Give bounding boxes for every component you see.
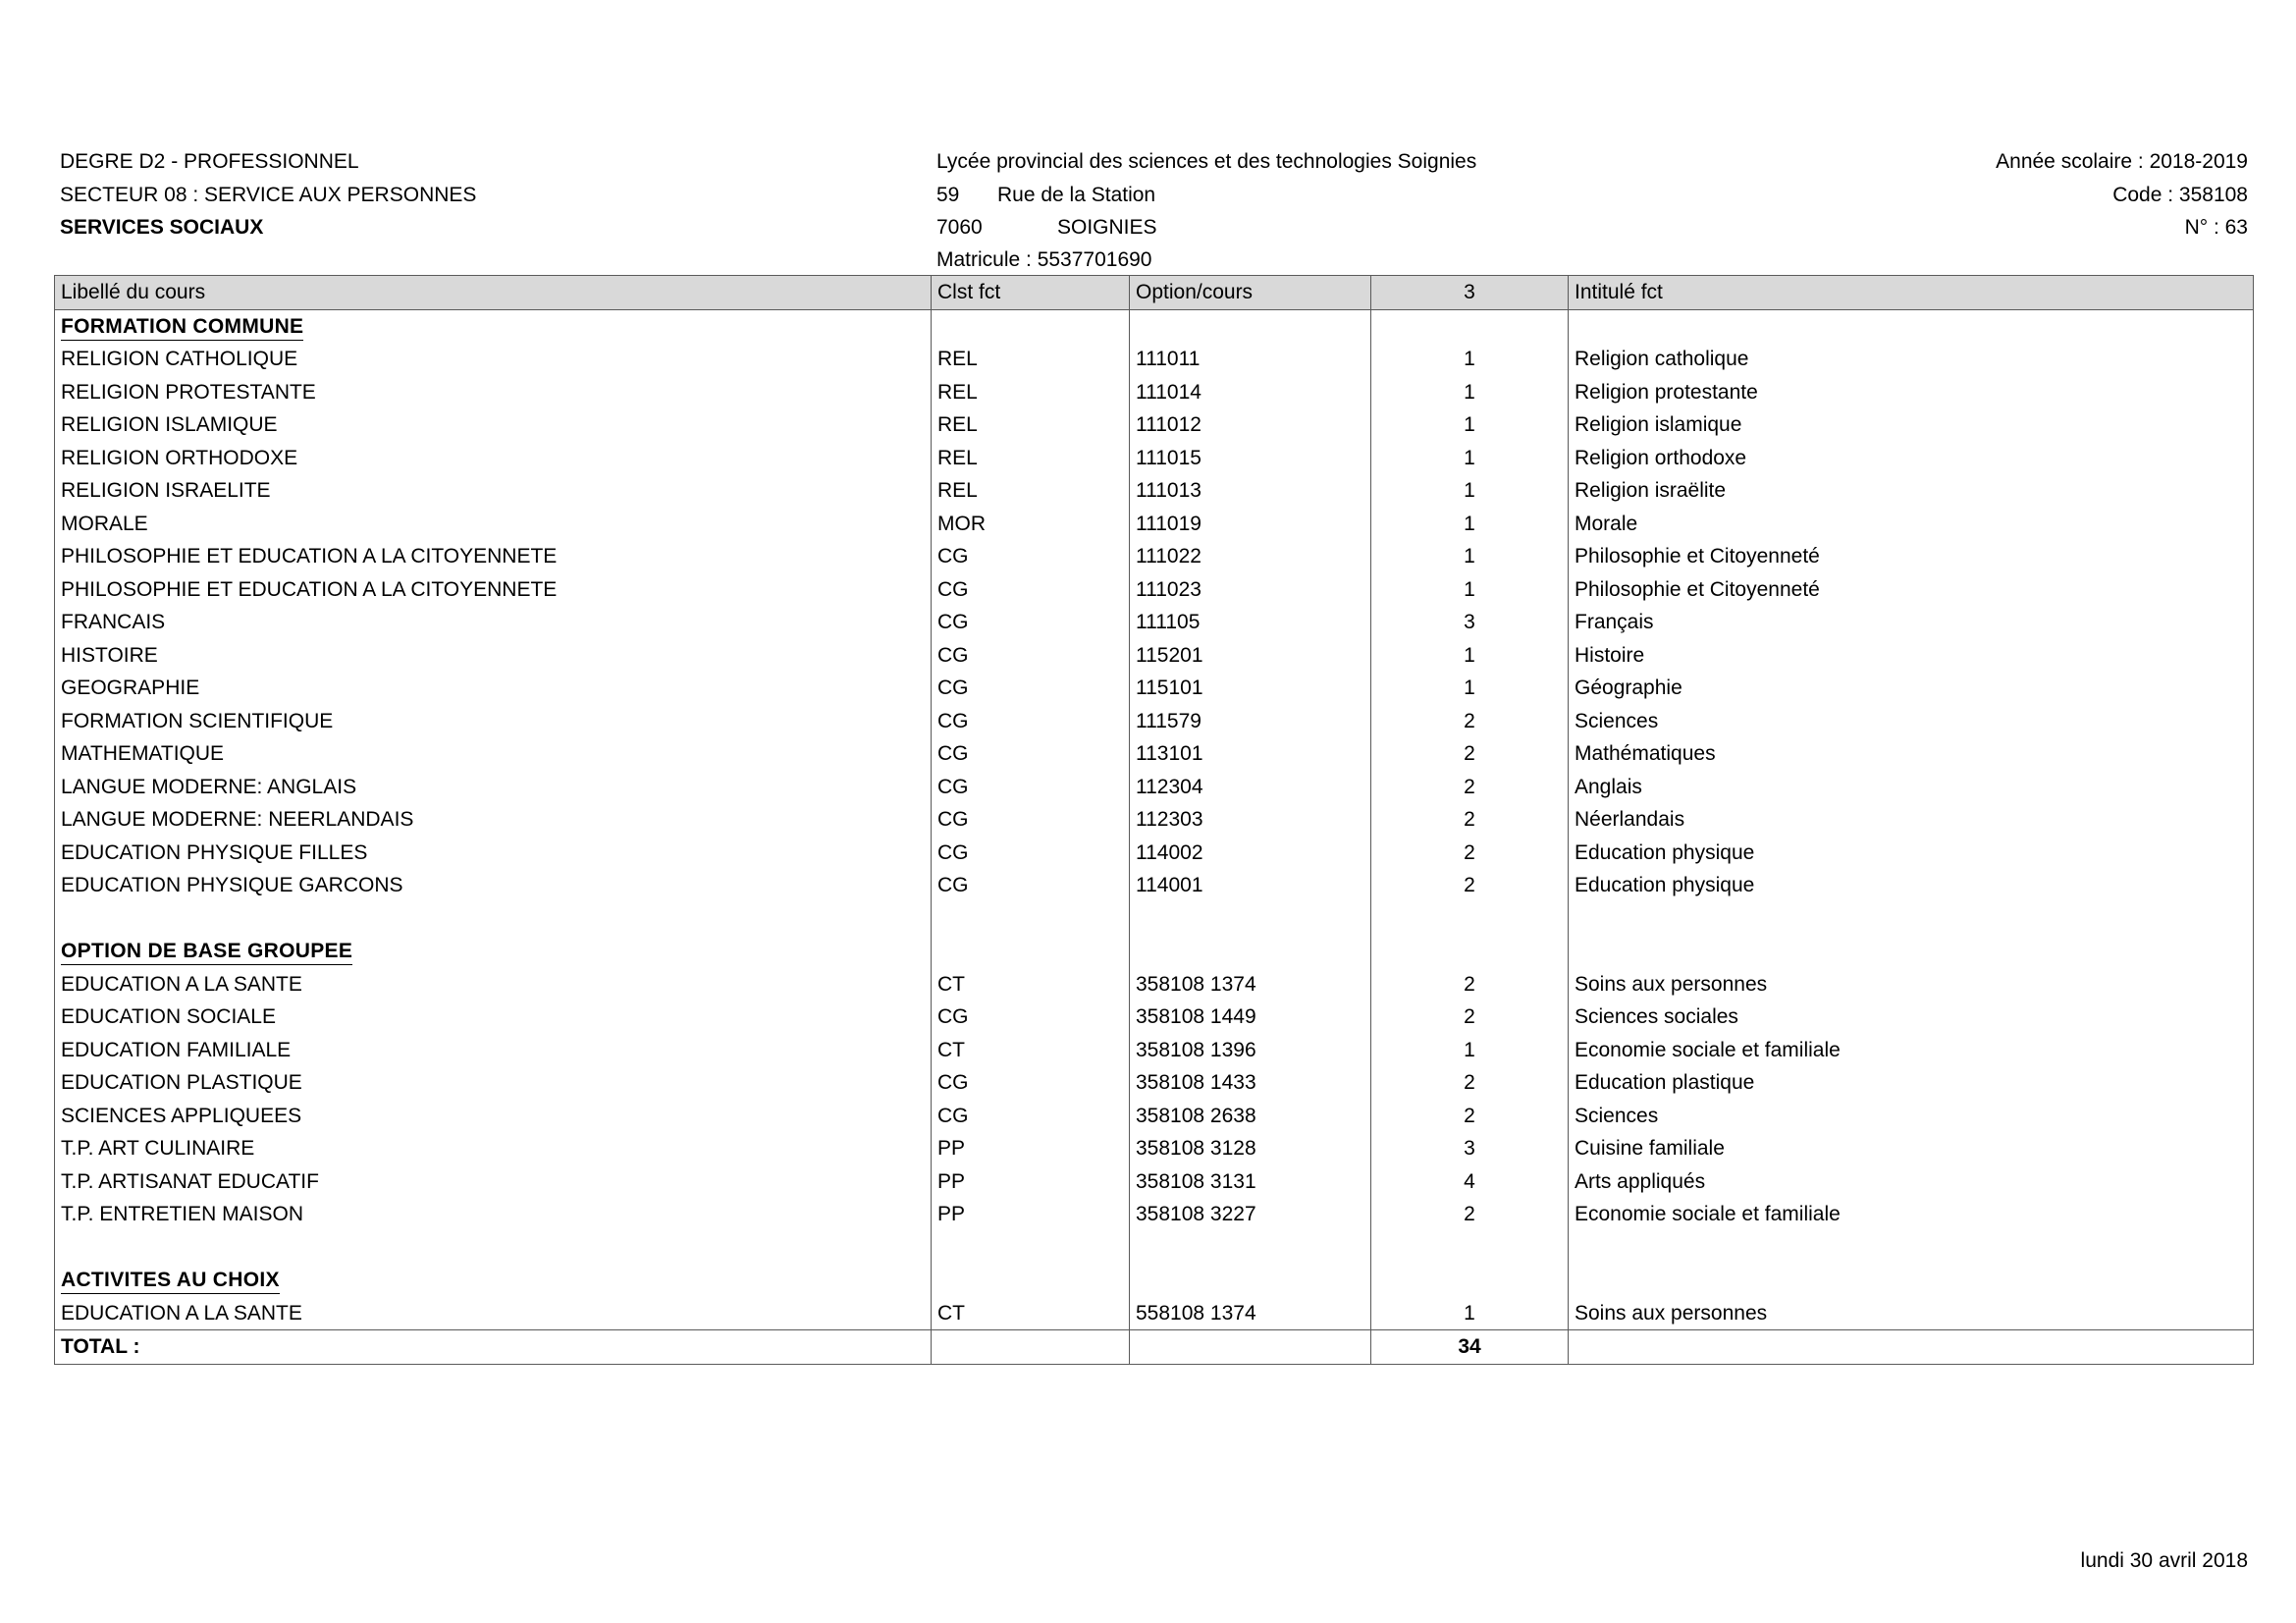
course-label-cell: T.P. ART CULINAIRE: [55, 1132, 932, 1165]
course-label-cell: T.P. ENTRETIEN MAISON: [55, 1198, 932, 1231]
empty-cell: [932, 935, 1130, 968]
function-title-cell: Religion israëlite: [1569, 474, 2254, 508]
classification-cell: CG: [932, 573, 1130, 607]
course-label-cell: EDUCATION SOCIALE: [55, 1001, 932, 1034]
table-row: [55, 968, 2254, 1001]
total-row: [55, 1330, 2254, 1365]
hours-cell: 1: [1371, 1297, 1569, 1330]
table-row: [55, 869, 2254, 902]
course-label-cell: T.P. ARTISANAT EDUCATIF: [55, 1165, 932, 1199]
option-course-cell: 111023: [1130, 573, 1371, 607]
table-row: [55, 803, 2254, 837]
function-title-cell: Religion protestante: [1569, 376, 2254, 409]
hours-cell: 1: [1371, 343, 1569, 376]
spacer-row: [55, 1231, 2254, 1265]
hours-cell: 2: [1371, 771, 1569, 804]
empty-cell: [1569, 902, 2254, 936]
option-course-cell: 358108 1433: [1130, 1066, 1371, 1100]
section-title-cell: [55, 935, 932, 968]
empty-cell: [932, 902, 1130, 936]
postal-code: 7060: [936, 216, 983, 239]
classification-cell: CG: [932, 705, 1130, 738]
classification-cell: CG: [932, 1066, 1130, 1100]
option-course-cell: 115201: [1130, 639, 1371, 673]
course-label-cell: LANGUE MODERNE: ANGLAIS: [55, 771, 932, 804]
classification-cell: REL: [932, 376, 1130, 409]
hours-cell: 1: [1371, 508, 1569, 541]
document-number: N° : 63: [2184, 216, 2248, 239]
table-row: [55, 1100, 2254, 1133]
function-title-cell: Education physique: [1569, 869, 2254, 902]
option-course-cell: 111013: [1130, 474, 1371, 508]
table-row: [55, 408, 2254, 442]
function-title-cell: Religion islamique: [1569, 408, 2254, 442]
classification-cell: CT: [932, 968, 1130, 1001]
table-row: [55, 705, 2254, 738]
section-title-row: [55, 935, 2254, 968]
table-header-row: [55, 276, 2254, 310]
course-label-cell: MATHEMATIQUE: [55, 737, 932, 771]
option-course-cell: 112303: [1130, 803, 1371, 837]
empty-cell: [1130, 902, 1371, 936]
course-label-cell: SCIENCES APPLIQUEES: [55, 1100, 932, 1133]
option-course-cell: 111015: [1130, 442, 1371, 475]
table-row: [55, 1066, 2254, 1100]
hours-cell: 2: [1371, 869, 1569, 902]
hours-cell: 2: [1371, 1066, 1569, 1100]
function-title-cell: Economie sociale et familiale: [1569, 1034, 2254, 1067]
table-row: [55, 540, 2254, 573]
empty-cell: [932, 1264, 1130, 1297]
classification-cell: CT: [932, 1297, 1130, 1330]
option-course-cell: 358108 2638: [1130, 1100, 1371, 1133]
option-course-cell: 111019: [1130, 508, 1371, 541]
hours-cell: 1: [1371, 1034, 1569, 1067]
function-title-cell: Religion catholique: [1569, 343, 2254, 376]
course-label-cell: EDUCATION PHYSIQUE GARCONS: [55, 869, 932, 902]
classification-cell: CG: [932, 771, 1130, 804]
street-name: Rue de la Station: [997, 184, 1156, 206]
classification-cell: REL: [932, 408, 1130, 442]
course-label-cell: RELIGION CATHOLIQUE: [55, 343, 932, 376]
hours-cell: 4: [1371, 1165, 1569, 1199]
empty-cell: [1371, 1264, 1569, 1297]
course-label-cell: MORALE: [55, 508, 932, 541]
total-value: 34: [1371, 1330, 1569, 1365]
function-title-cell: Néerlandais: [1569, 803, 2254, 837]
column-header-function-title: Intitulé fct: [1569, 276, 2254, 310]
option-course-cell: 358108 3227: [1130, 1198, 1371, 1231]
hours-cell: 1: [1371, 540, 1569, 573]
course-label-cell: EDUCATION PHYSIQUE FILLES: [55, 837, 932, 870]
classification-cell: CG: [932, 803, 1130, 837]
classification-cell: CG: [932, 1100, 1130, 1133]
function-title-cell: Soins aux personnes: [1569, 1297, 2254, 1330]
function-title-cell: Arts appliqués: [1569, 1165, 2254, 1199]
section-title-cell: [55, 1264, 932, 1297]
empty-cell: [1371, 902, 1569, 936]
hours-cell: 2: [1371, 837, 1569, 870]
total-label: TOTAL :: [55, 1330, 932, 1365]
degree-label: DEGRE D2 - PROFESSIONNEL: [60, 150, 359, 173]
classification-cell: CG: [932, 837, 1130, 870]
classification-cell: REL: [932, 442, 1130, 475]
function-title-cell: Sciences sociales: [1569, 1001, 2254, 1034]
spacer-row: [55, 902, 2254, 936]
course-label-cell: FORMATION SCIENTIFIQUE: [55, 705, 932, 738]
function-title-cell: Cuisine familiale: [1569, 1132, 2254, 1165]
hours-cell: 1: [1371, 573, 1569, 607]
hours-cell: 1: [1371, 442, 1569, 475]
matricule: Matricule : 5537701690: [936, 248, 1152, 271]
option-course-cell: 358108 3128: [1130, 1132, 1371, 1165]
course-label-cell: EDUCATION FAMILIALE: [55, 1034, 932, 1067]
empty-cell: [1130, 1264, 1371, 1297]
option-course-cell: 111011: [1130, 343, 1371, 376]
empty-cell: [1569, 935, 2254, 968]
empty-cell: [1569, 309, 2254, 343]
course-label-cell: PHILOSOPHIE ET EDUCATION A LA CITOYENNETE: [55, 573, 932, 607]
table-row: [55, 672, 2254, 705]
hours-cell: 2: [1371, 737, 1569, 771]
total-empty-cell: [1130, 1330, 1371, 1365]
function-title-cell: Morale: [1569, 508, 2254, 541]
function-title-cell: Histoire: [1569, 639, 2254, 673]
table-row: [55, 376, 2254, 409]
classification-cell: CG: [932, 737, 1130, 771]
function-title-cell: Anglais: [1569, 771, 2254, 804]
classification-cell: PP: [932, 1165, 1130, 1199]
total-empty-cell: [932, 1330, 1130, 1365]
classification-cell: CG: [932, 869, 1130, 902]
function-title-cell: Religion orthodoxe: [1569, 442, 2254, 475]
option-course-cell: 358108 1374: [1130, 968, 1371, 1001]
hours-cell: 2: [1371, 1198, 1569, 1231]
footer-date: lundi 30 avril 2018: [2080, 1549, 2248, 1572]
section-title: FORMATION COMMUNE: [61, 314, 303, 341]
sector-label: SECTEUR 08 : SERVICE AUX PERSONNES: [60, 184, 477, 206]
table-row: [55, 606, 2254, 639]
column-header-classification: Clst fct: [932, 276, 1130, 310]
course-label-cell: RELIGION PROTESTANTE: [55, 376, 932, 409]
empty-cell: [1130, 309, 1371, 343]
empty-cell: [932, 309, 1130, 343]
function-title-cell: Géographie: [1569, 672, 2254, 705]
column-header-course-label: Libellé du cours: [55, 276, 932, 310]
table-body: [55, 309, 2254, 1330]
classification-cell: PP: [932, 1198, 1130, 1231]
column-header-option-course: Option/cours: [1130, 276, 1371, 310]
course-label-cell: GEOGRAPHIE: [55, 672, 932, 705]
table-row: [55, 1297, 2254, 1330]
classification-cell: PP: [932, 1132, 1130, 1165]
function-title-cell: Education plastique: [1569, 1066, 2254, 1100]
classification-cell: CG: [932, 639, 1130, 673]
course-label-cell: LANGUE MODERNE: NEERLANDAIS: [55, 803, 932, 837]
table-row: [55, 508, 2254, 541]
classification-cell: CG: [932, 606, 1130, 639]
school-name: Lycée provincial des sciences et des technologies Soignies: [936, 150, 1477, 173]
function-title-cell: Philosophie et Citoyenneté: [1569, 573, 2254, 607]
table-row: [55, 1165, 2254, 1199]
empty-cell: [1371, 1231, 1569, 1265]
course-label-cell: FRANCAIS: [55, 606, 932, 639]
empty-cell: [55, 1231, 932, 1265]
option-course-cell: 111012: [1130, 408, 1371, 442]
option-course-cell: 114001: [1130, 869, 1371, 902]
empty-cell: [1130, 935, 1371, 968]
school-code: Code : 358108: [2112, 184, 2248, 206]
hours-cell: 2: [1371, 705, 1569, 738]
option-course-cell: 358108 1449: [1130, 1001, 1371, 1034]
course-table: [54, 275, 2254, 1365]
classification-cell: REL: [932, 474, 1130, 508]
department-label: SERVICES SOCIAUX: [60, 216, 264, 239]
hours-cell: 3: [1371, 1132, 1569, 1165]
hours-cell: 3: [1371, 606, 1569, 639]
option-course-cell: 358108 3131: [1130, 1165, 1371, 1199]
classification-cell: CG: [932, 1001, 1130, 1034]
empty-cell: [1371, 935, 1569, 968]
hours-cell: 1: [1371, 474, 1569, 508]
function-title-cell: Education physique: [1569, 837, 2254, 870]
classification-cell: CG: [932, 540, 1130, 573]
option-course-cell: 358108 1396: [1130, 1034, 1371, 1067]
option-course-cell: 112304: [1130, 771, 1371, 804]
function-title-cell: Mathématiques: [1569, 737, 2254, 771]
table-row: [55, 474, 2254, 508]
table-row: [55, 1198, 2254, 1231]
hours-cell: 1: [1371, 408, 1569, 442]
table-row: [55, 1132, 2254, 1165]
function-title-cell: Economie sociale et familiale: [1569, 1198, 2254, 1231]
option-course-cell: 114002: [1130, 837, 1371, 870]
hours-cell: 2: [1371, 803, 1569, 837]
function-title-cell: Soins aux personnes: [1569, 968, 2254, 1001]
hours-cell: 2: [1371, 968, 1569, 1001]
option-course-cell: 113101: [1130, 737, 1371, 771]
hours-cell: 2: [1371, 1100, 1569, 1133]
course-label-cell: PHILOSOPHIE ET EDUCATION A LA CITOYENNETE: [55, 540, 932, 573]
empty-cell: [1130, 1231, 1371, 1265]
column-header-hours: 3: [1371, 276, 1569, 310]
option-course-cell: 115101: [1130, 672, 1371, 705]
section-title-cell: [55, 309, 932, 343]
city-name: SOIGNIES: [1057, 216, 1157, 239]
course-label-cell: RELIGION ORTHODOXE: [55, 442, 932, 475]
function-title-cell: Français: [1569, 606, 2254, 639]
hours-cell: 1: [1371, 639, 1569, 673]
classification-cell: REL: [932, 343, 1130, 376]
section-title: ACTIVITES AU CHOIX: [61, 1268, 280, 1294]
option-course-cell: 111579: [1130, 705, 1371, 738]
table-row: [55, 771, 2254, 804]
table-row: [55, 1001, 2254, 1034]
course-label-cell: RELIGION ISRAELITE: [55, 474, 932, 508]
table-row: [55, 837, 2254, 870]
table-row: [55, 573, 2254, 607]
hours-cell: 1: [1371, 672, 1569, 705]
classification-cell: CG: [932, 672, 1130, 705]
course-label-cell: HISTOIRE: [55, 639, 932, 673]
empty-cell: [932, 1231, 1130, 1265]
option-course-cell: 558108 1374: [1130, 1297, 1371, 1330]
section-title: OPTION DE BASE GROUPEE: [61, 939, 352, 965]
classification-cell: CT: [932, 1034, 1130, 1067]
course-label-cell: EDUCATION PLASTIQUE: [55, 1066, 932, 1100]
table-row: [55, 639, 2254, 673]
hours-cell: 1: [1371, 376, 1569, 409]
option-course-cell: 111022: [1130, 540, 1371, 573]
classification-cell: MOR: [932, 508, 1130, 541]
function-title-cell: Sciences: [1569, 1100, 2254, 1133]
total-empty-cell: [1569, 1330, 2254, 1365]
course-label-cell: EDUCATION A LA SANTE: [55, 968, 932, 1001]
empty-cell: [55, 902, 932, 936]
empty-cell: [1569, 1264, 2254, 1297]
school-year: Année scolaire : 2018-2019: [1996, 150, 2248, 173]
hours-cell: 2: [1371, 1001, 1569, 1034]
option-course-cell: 111014: [1130, 376, 1371, 409]
empty-cell: [1371, 309, 1569, 343]
option-course-cell: 111105: [1130, 606, 1371, 639]
table-row: [55, 343, 2254, 376]
course-label-cell: RELIGION ISLAMIQUE: [55, 408, 932, 442]
street-number: 59: [936, 184, 960, 206]
table-row: [55, 442, 2254, 475]
table-row: [55, 1034, 2254, 1067]
section-title-row: [55, 1264, 2254, 1297]
function-title-cell: Sciences: [1569, 705, 2254, 738]
empty-cell: [1569, 1231, 2254, 1265]
section-title-row: [55, 309, 2254, 343]
course-label-cell: EDUCATION A LA SANTE: [55, 1297, 932, 1330]
table-row: [55, 737, 2254, 771]
function-title-cell: Philosophie et Citoyenneté: [1569, 540, 2254, 573]
